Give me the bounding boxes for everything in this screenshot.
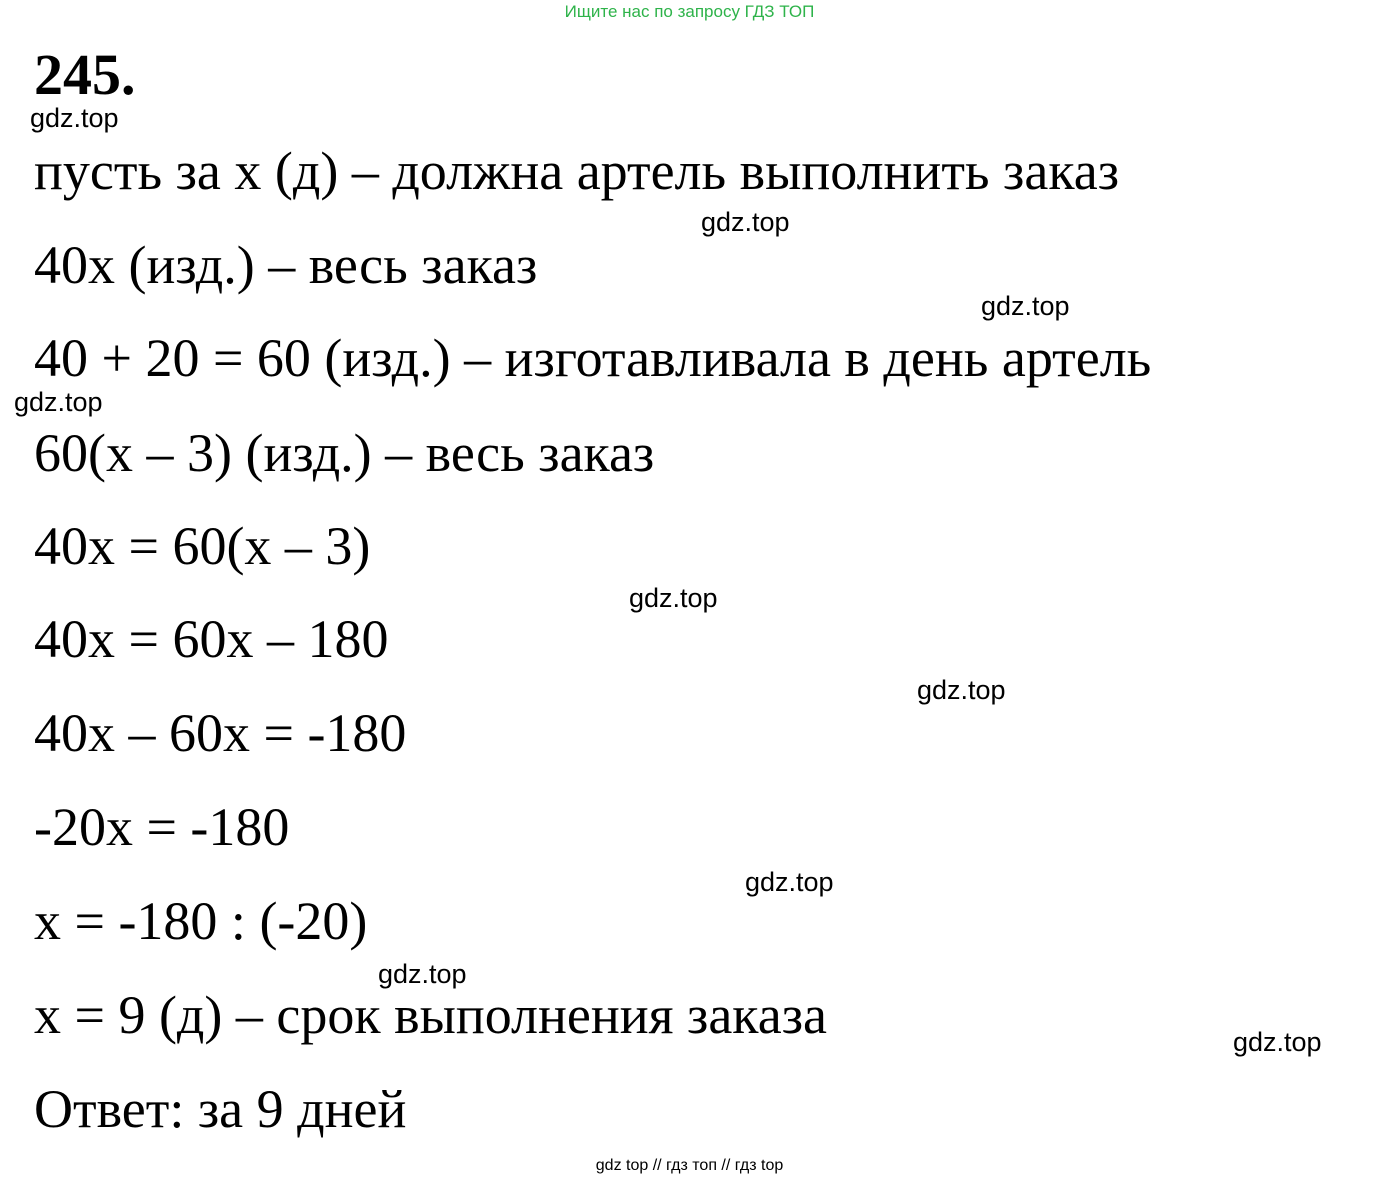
solution-line: x = -180 : (-20) [34, 891, 368, 951]
solution-line: 40x = 60(x – 3) [34, 516, 371, 576]
watermark: gdz.top [701, 207, 790, 237]
solution-line: 40 + 20 = 60 (изд.) – изготавливала в день артель [34, 328, 1152, 388]
solution-line: x = 9 (д) – срок выполнения заказа [34, 985, 827, 1045]
top-banner-link[interactable]: Ищите нас по запросу ГДЗ ТОП [564, 2, 815, 21]
solution-line: -20x = -180 [34, 797, 290, 857]
solution-line: 40x = 60x – 180 [34, 609, 389, 669]
watermark: gdz.top [917, 675, 1006, 705]
watermark: gdz.top [14, 387, 103, 417]
watermark: gdz.top [378, 959, 467, 989]
watermark: gdz.top [745, 867, 834, 897]
solution-line: 60(x – 3) (изд.) – весь заказ [34, 423, 655, 483]
watermark: gdz.top [629, 583, 718, 613]
watermark: gdz.top [981, 291, 1070, 321]
problem-number: 245. [34, 42, 136, 107]
footer-text: gdz top // гдз топ // гдз top [595, 1157, 784, 1174]
solution-line: пусть за x (д) – должна артель выполнить заказ [34, 141, 1120, 201]
answer-line: Ответ: за 9 дней [34, 1079, 407, 1139]
solution-line: 40x – 60x = -180 [34, 703, 407, 763]
watermark: gdz.top [1233, 1027, 1322, 1057]
solution-line: 40x (изд.) – весь заказ [34, 235, 538, 295]
watermark: gdz.top [30, 103, 119, 133]
